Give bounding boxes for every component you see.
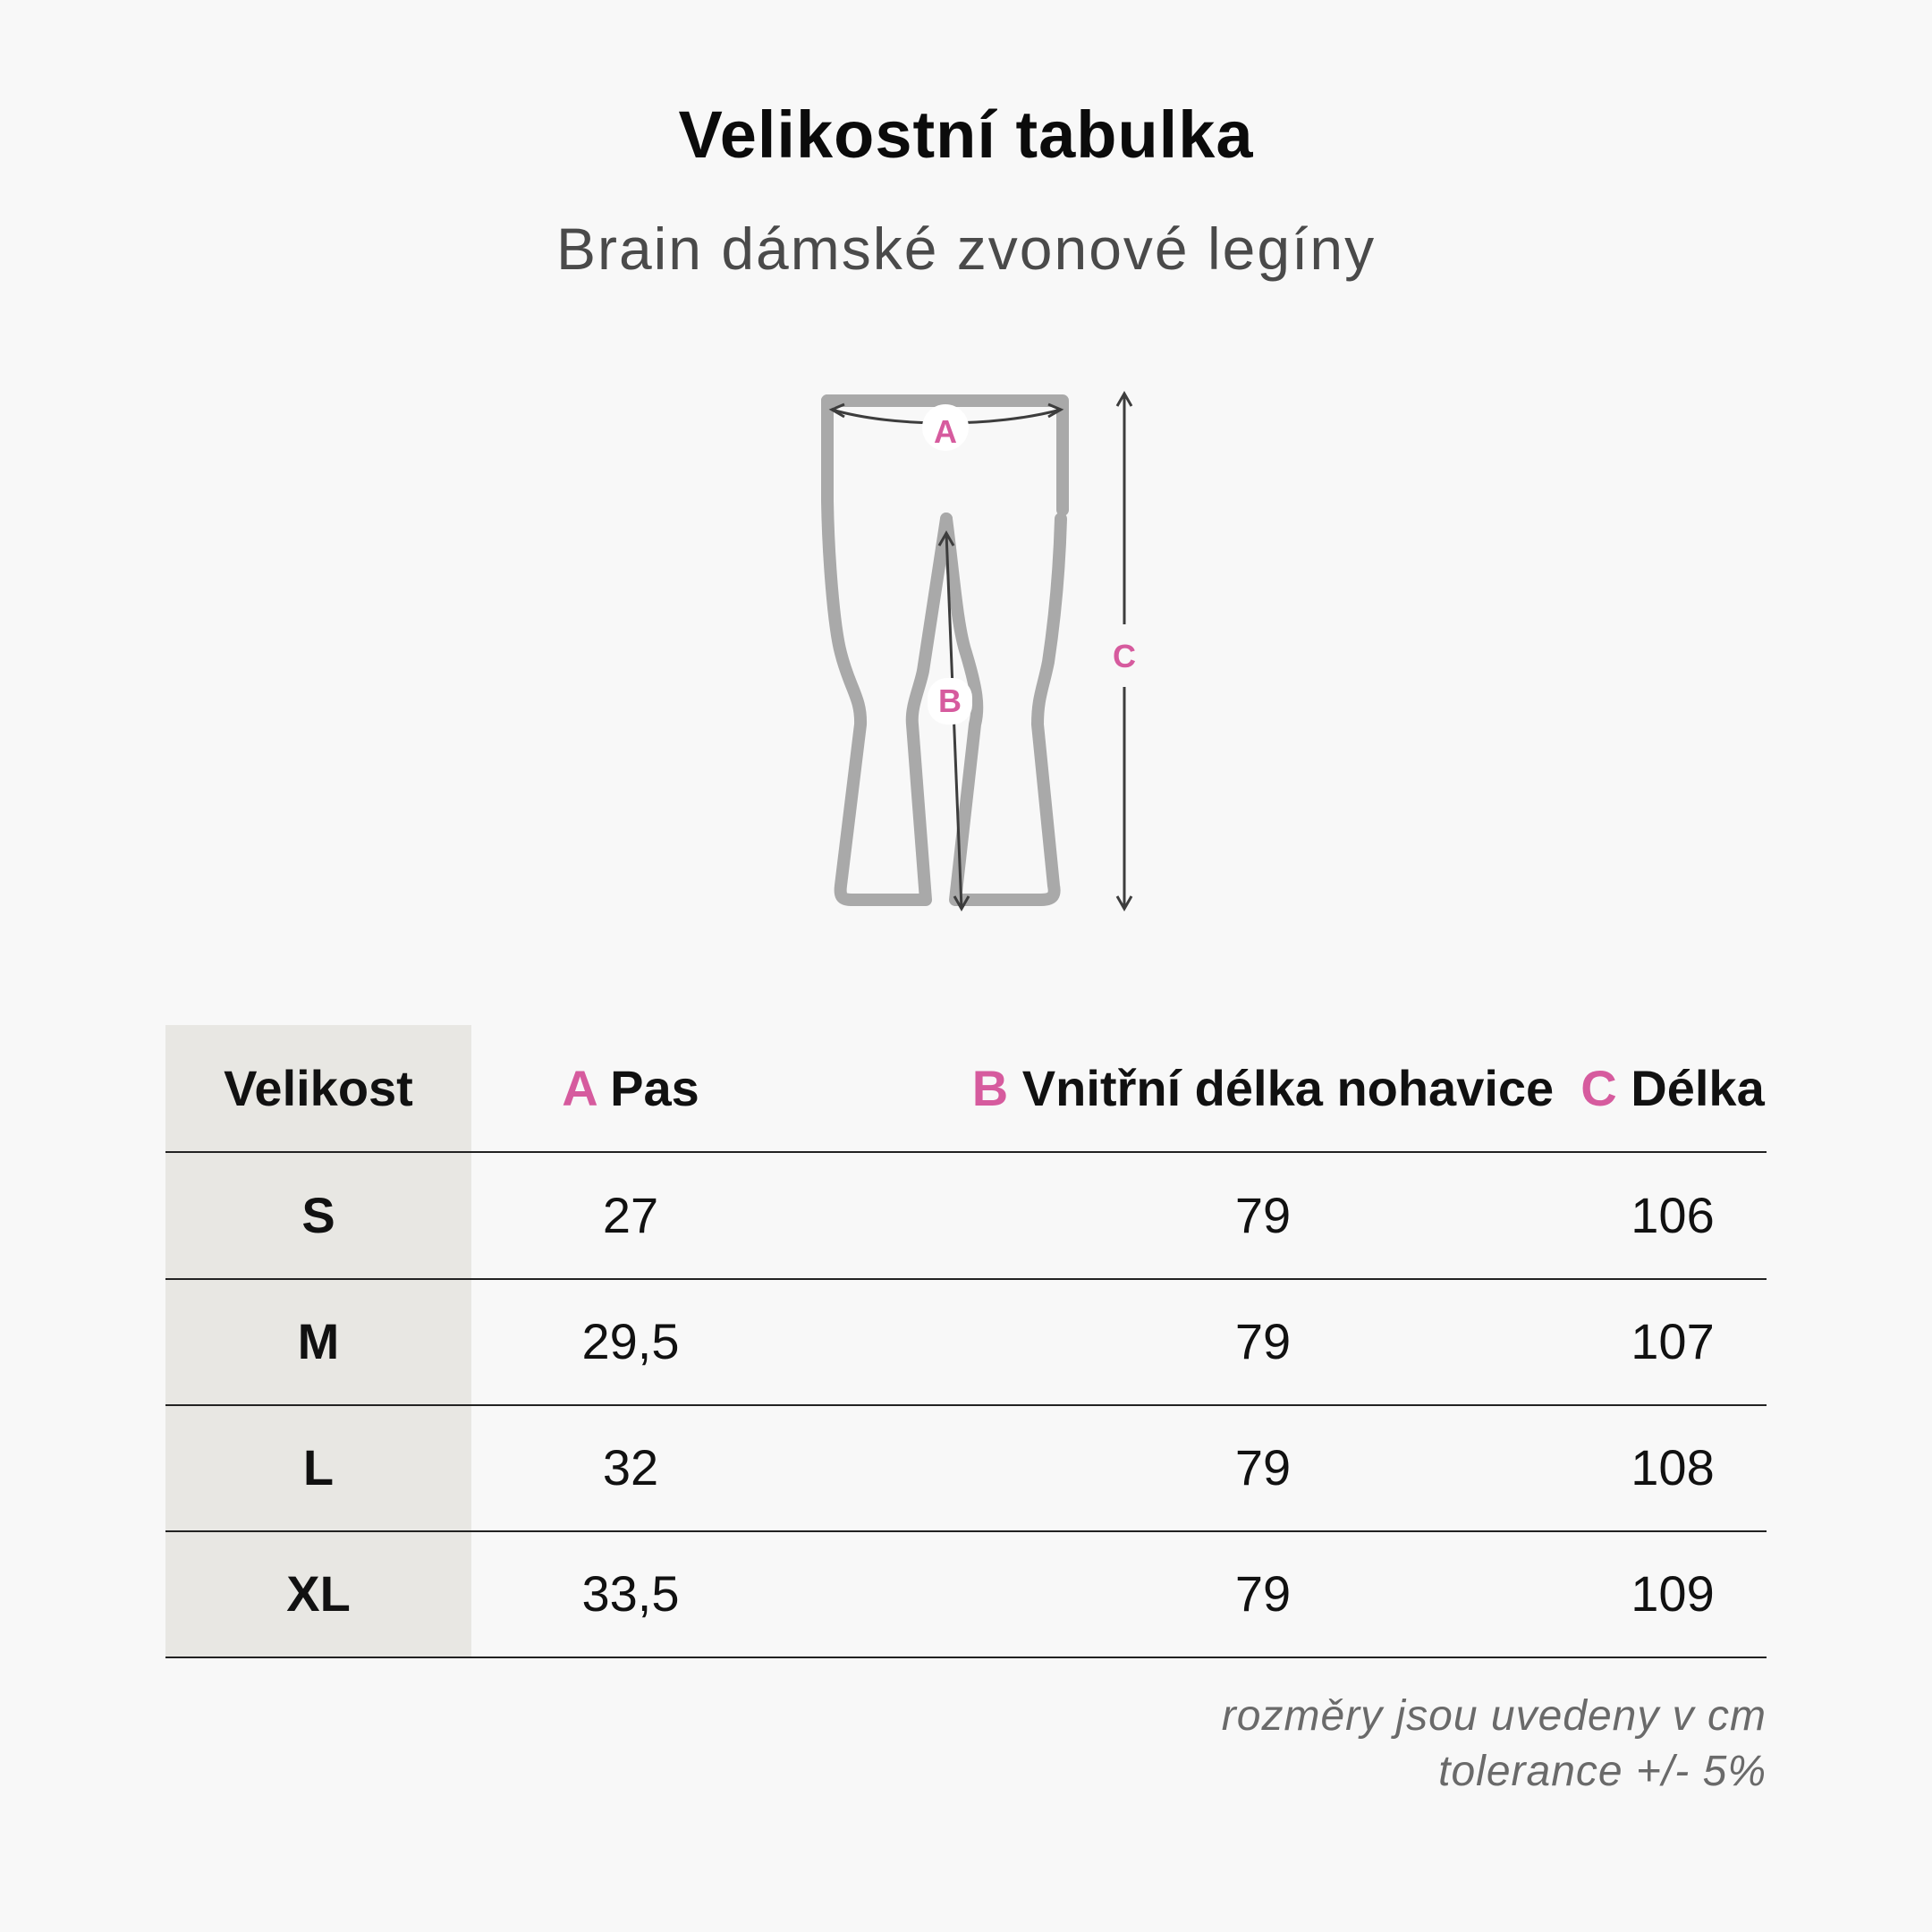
header-size: Velikost <box>224 1060 413 1116</box>
note-tolerance: tolerance +/- 5% <box>1438 1748 1767 1795</box>
table-row <box>165 1278 1767 1404</box>
table-row <box>165 1152 1767 1278</box>
label-b: B <box>938 682 962 719</box>
label-a: A <box>934 413 957 450</box>
row-size: S <box>301 1187 335 1243</box>
header-length-letter: C <box>1580 1060 1617 1116</box>
row-inseam: 79 <box>1234 1439 1292 1496</box>
row-length: 106 <box>1631 1187 1715 1243</box>
garment-left-leg <box>827 401 946 900</box>
row-inseam: 79 <box>1234 1313 1292 1369</box>
row-length: 109 <box>1631 1565 1715 1622</box>
row-waist: 27 <box>602 1187 659 1243</box>
table-row <box>165 1530 1767 1657</box>
table-divider <box>165 1657 1767 1658</box>
row-inseam: 79 <box>1234 1187 1292 1243</box>
row-waist: 29,5 <box>581 1313 680 1369</box>
note-units: rozměry jsou uvedeny v cm <box>1221 1692 1767 1740</box>
measurement-note <box>1222 1689 1767 1800</box>
row-waist: 32 <box>602 1439 659 1496</box>
table-header-row <box>165 1025 1767 1151</box>
row-size: L <box>302 1439 335 1496</box>
product-subtitle: Brain dámské zvonové legíny <box>555 216 1377 282</box>
header-waist-letter: A <box>562 1060 597 1116</box>
row-waist: 33,5 <box>581 1565 680 1622</box>
row-size: M <box>297 1313 340 1369</box>
header-inseam-letter: B <box>971 1060 1009 1116</box>
header-waist <box>471 1025 790 1151</box>
header-waist-label: Pas <box>610 1060 699 1116</box>
label-c: C <box>1113 638 1136 674</box>
header-length <box>1418 1025 1928 1151</box>
page-title: Velikostní tabulka <box>678 97 1254 172</box>
row-inseam: 79 <box>1234 1565 1292 1622</box>
row-length: 108 <box>1631 1439 1715 1496</box>
row-length: 107 <box>1631 1313 1715 1369</box>
table-row <box>165 1404 1767 1530</box>
header-length-label: Délka <box>1631 1060 1765 1116</box>
row-size: XL <box>286 1565 351 1622</box>
header-inseam-label: Vnitřní délka nohavice <box>1021 1060 1555 1116</box>
